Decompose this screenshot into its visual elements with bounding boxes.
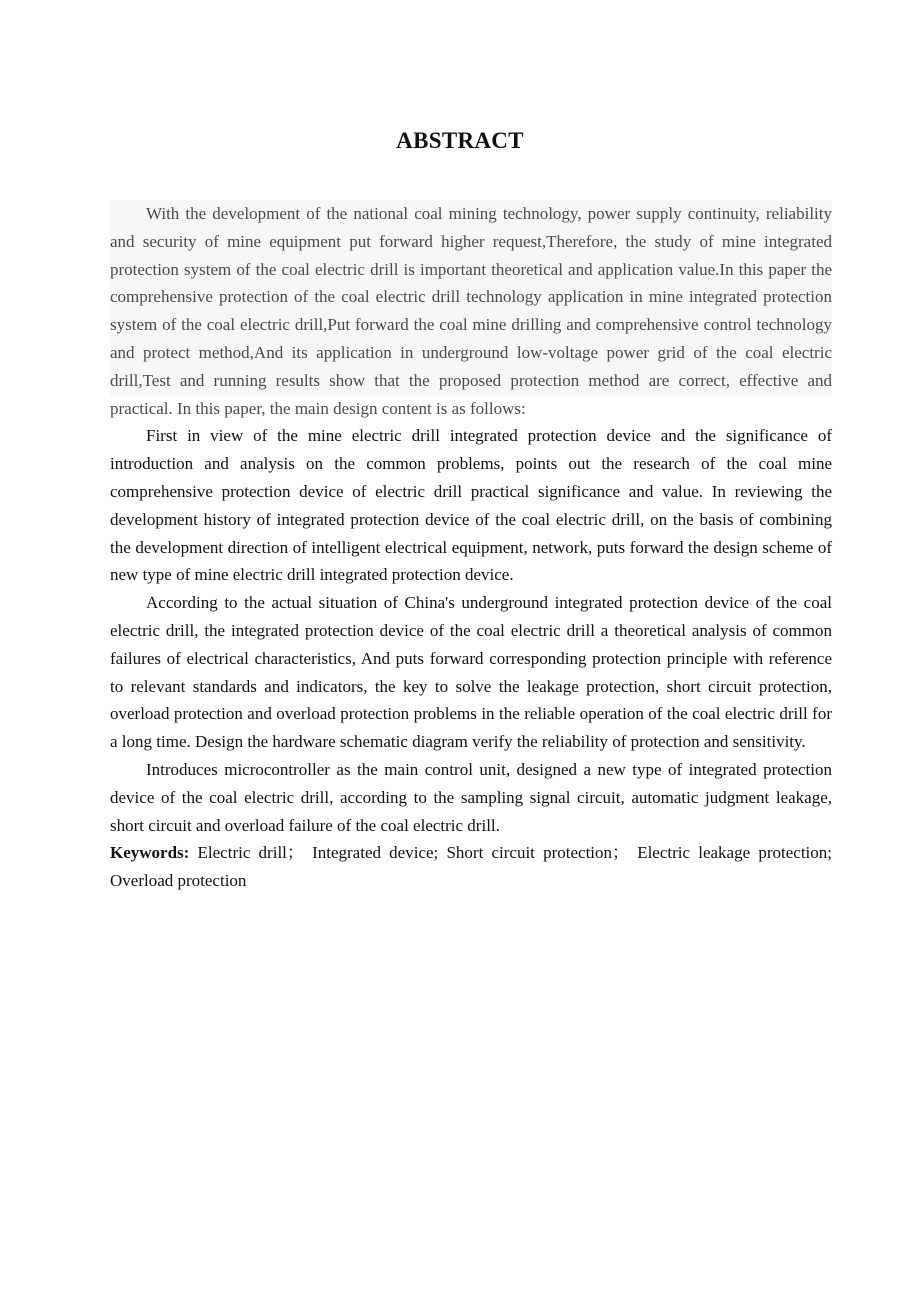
abstract-body bbox=[110, 200, 832, 895]
keywords-text: Electric drill； Integrated device; Short circuit protection； Electric leakage protection; Overload protection bbox=[110, 843, 832, 891]
keywords-line bbox=[110, 839, 832, 895]
abstract-title: ABSTRACT bbox=[396, 128, 524, 153]
keywords-label: Keywords: bbox=[110, 843, 190, 863]
abstract-paragraph-4: Introduces microcontroller as the main control unit, designed a new type of integrated protection device of the coal electric drill, according to the sampling signal circuit, automatic judgment leakage, short circuit and overload failure of the coal electric drill. bbox=[110, 759, 832, 835]
abstract-paragraph-1: With the development of the national coal mining technology, power supply continuity, reliability and security of mine equipment put forward higher request,Therefore, the study of mine integrated protection system of the coal electric drill is important theoretical and application value.In this paper the comprehensive protection of the coal electric drill technology application in mine integrated protection system of the coal electric drill,Put forward the coal mine drilling and comprehensive control technology and protect method,And its application in underground low-voltage power grid of the coal electric drill,Test and running results show that the proposed protection method are correct, effective and practical. In this paper, the main design content is as follows: bbox=[110, 200, 832, 422]
abstract-paragraph-3: According to the actual situation of China's underground integrated protection device of the coal electric drill, the integrated protection device of the coal electric drill a theoretical analysis of common failures of electrical characteristics, And puts forward corresponding protection principle with reference to relevant standards and indicators, the key to solve the leakage protection, short circuit protection, overload protection and overload protection problems in the reliable operation of the coal electric drill for a long time. Design the hardware schematic diagram verify the reliability of protection and sensitivity. bbox=[110, 593, 832, 752]
abstract-paragraph-2: First in view of the mine electric drill integrated protection device and the significance of introduction and analysis on the common problems, points out the research of the coal mine comprehensive protection device of electric drill practical significance and value. In reviewing the development history of integrated protection device of the coal electric drill, on the basis of combining the development direction of intelligent electrical equipment, network, puts forward the design scheme of new type of mine electric drill integrated protection device. bbox=[110, 426, 832, 585]
